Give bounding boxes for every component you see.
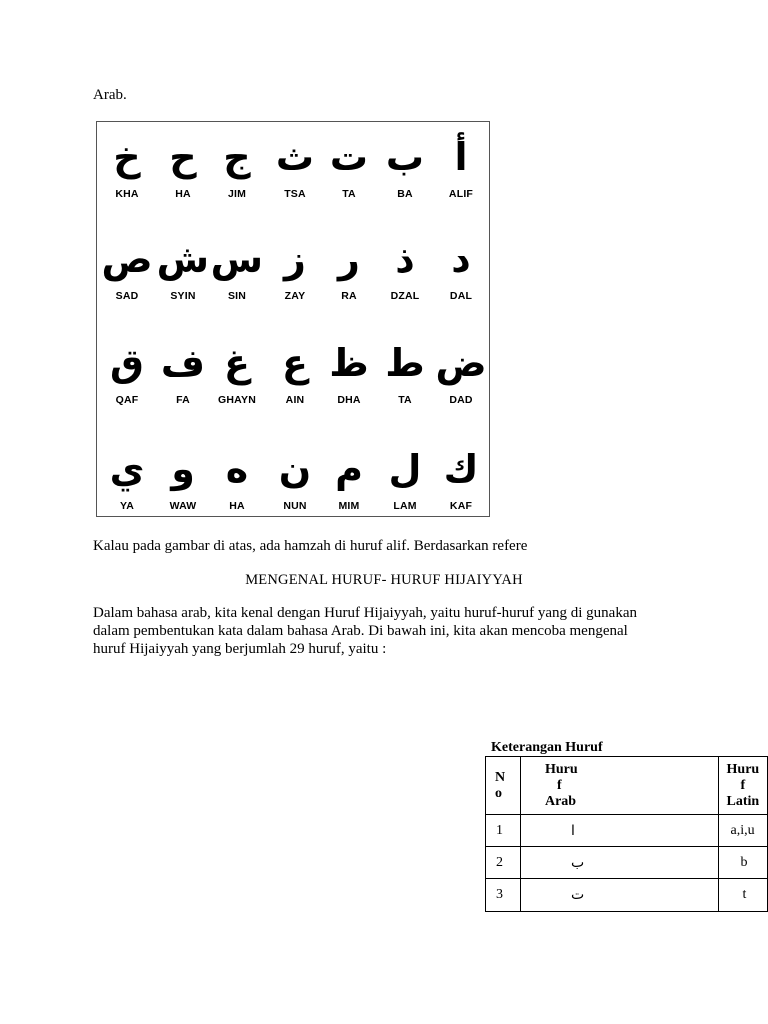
letter-cell [323, 338, 375, 406]
letter-glyph: ر [338, 237, 360, 281]
letter-name: HA [229, 500, 245, 512]
letter-glyph: ع [282, 341, 308, 385]
row-latin: t [718, 879, 767, 912]
letter-cell [379, 444, 431, 512]
letter-cell [269, 132, 321, 200]
section-heading: MENGENAL HURUF- HURUF HIJAIYYAH [245, 572, 523, 588]
header-arab-line-1: Huru [544, 761, 578, 777]
letter-name: QAF [115, 394, 139, 406]
letter-cell [269, 338, 321, 406]
letter-name: YA [119, 500, 135, 512]
letter-name: TSA [284, 188, 306, 200]
letter-glyph: م [335, 447, 363, 491]
letter-name: KAF [449, 500, 473, 512]
letter-name: SIN [227, 290, 247, 302]
letter-name: JIM [227, 188, 247, 200]
intro-paragraph [93, 604, 693, 658]
header-arab-line-3: Arab [544, 793, 577, 809]
letter-cell [435, 132, 487, 200]
letter-cell [435, 338, 487, 406]
letter-cell [101, 234, 153, 302]
letter-glyph: ض [435, 341, 487, 385]
letter-glyph: ز [284, 237, 306, 281]
header-arab [520, 757, 718, 815]
letter-cell [157, 444, 209, 512]
letter-name: WAW [169, 500, 197, 512]
header-no-line-1: N [495, 769, 506, 785]
letter-glyph: س [210, 237, 263, 281]
letter-glyph: ذ [395, 237, 415, 281]
table-caption: Keterangan Huruf [491, 740, 603, 755]
row-arab: ا [520, 815, 718, 847]
letter-glyph: ج [223, 135, 251, 179]
letter-name: DAD [449, 394, 473, 406]
header-arab-line-2: f [556, 777, 562, 793]
header-latin-line-2: f [740, 777, 746, 793]
letter-glyph: ط [385, 341, 425, 385]
letter-cell [211, 444, 263, 512]
row-latin: a,i,u [718, 815, 767, 847]
keterangan-huruf-table [485, 756, 768, 912]
letter-glyph: و [171, 447, 195, 491]
letter-name: RA [341, 290, 357, 302]
table-row [486, 815, 768, 847]
row-no: 1 [486, 815, 521, 847]
letter-cell [157, 234, 209, 302]
letter-cell [323, 444, 375, 512]
intro-line-2: dalam pembentukan kata dalam bahasa Arab. Di bawah ini, kita akan mencoba mengenal [93, 623, 628, 639]
letter-cell [211, 338, 263, 406]
letter-glyph: ق [110, 341, 144, 385]
letter-cell [379, 338, 431, 406]
letter-cell [101, 338, 153, 406]
letter-name: DHA [337, 394, 361, 406]
letter-name: TA [398, 394, 412, 406]
hijaiyah-letter-chart [96, 121, 490, 517]
header-latin-line-3: Latin [726, 793, 760, 809]
letter-glyph: ث [275, 135, 315, 179]
letter-name: DZAL [390, 290, 420, 302]
letter-glyph: ه [225, 447, 249, 491]
letter-cell [435, 444, 487, 512]
header-no [486, 757, 521, 815]
letter-cell [101, 132, 153, 200]
letter-glyph: ظ [329, 341, 369, 385]
row-arab: ت [520, 879, 718, 912]
letter-name: ALIF [448, 188, 474, 200]
letter-glyph: ن [278, 447, 312, 491]
row-no: 2 [486, 847, 521, 879]
letter-glyph: أ [454, 135, 468, 179]
row-latin: b [718, 847, 767, 879]
letter-cell [435, 234, 487, 302]
letter-cell [101, 444, 153, 512]
letter-glyph: ب [385, 135, 425, 179]
letter-name: KHA [115, 188, 139, 200]
letter-name: MIM [338, 500, 360, 512]
letter-name: NUN [283, 500, 307, 512]
letter-glyph: ت [329, 135, 369, 179]
letter-cell [157, 132, 209, 200]
letter-glyph: ل [388, 447, 422, 491]
letter-glyph: ش [156, 237, 209, 281]
letter-cell [269, 444, 321, 512]
intro-line-3: huruf Hijaiyyah yang berjumlah 29 huruf, yaitu : [93, 641, 387, 657]
table-row [486, 847, 768, 879]
letter-cell [157, 338, 209, 406]
letter-name: TA [342, 188, 356, 200]
letter-name: BA [397, 188, 413, 200]
table-header-row [486, 757, 768, 815]
header-latin-line-1: Huru [726, 761, 760, 777]
letter-cell [269, 234, 321, 302]
letter-cell [211, 132, 263, 200]
letter-glyph: غ [224, 341, 250, 385]
letter-cell [379, 234, 431, 302]
intro-line-1: Dalam bahasa arab, kita kenal dengan Huruf Hijaiyyah, yaitu huruf-huruf yang di gunakan [93, 605, 637, 621]
row-no: 3 [486, 879, 521, 912]
paragraph-kalau: Kalau pada gambar di atas, ada hamzah di huruf alif. Berdasarkan refere [93, 538, 528, 554]
letter-cell [211, 234, 263, 302]
paragraph-arab: Arab. [93, 87, 127, 103]
header-latin [718, 757, 767, 815]
letter-name: AIN [285, 394, 305, 406]
letter-cell [323, 234, 375, 302]
letter-glyph: خ [113, 135, 141, 179]
letter-cell [323, 132, 375, 200]
letter-cell [379, 132, 431, 200]
letter-name: SYIN [170, 290, 196, 302]
letter-glyph: ح [169, 135, 197, 179]
letter-glyph: ك [443, 447, 479, 491]
letter-name: GHAYN [218, 394, 256, 406]
letter-glyph: ي [109, 447, 145, 491]
letter-glyph: ف [160, 341, 206, 385]
letter-glyph: ص [101, 237, 153, 281]
table-row [486, 879, 768, 912]
header-no-line-2: o [495, 785, 502, 801]
letter-name: DAL [449, 290, 473, 302]
letter-name: ZAY [284, 290, 306, 302]
row-arab: ب [520, 847, 718, 879]
letter-name: FA [176, 394, 190, 406]
letter-name: LAM [393, 500, 417, 512]
letter-name: HA [175, 188, 191, 200]
letter-glyph: د [451, 237, 471, 281]
letter-name: SAD [115, 290, 139, 302]
